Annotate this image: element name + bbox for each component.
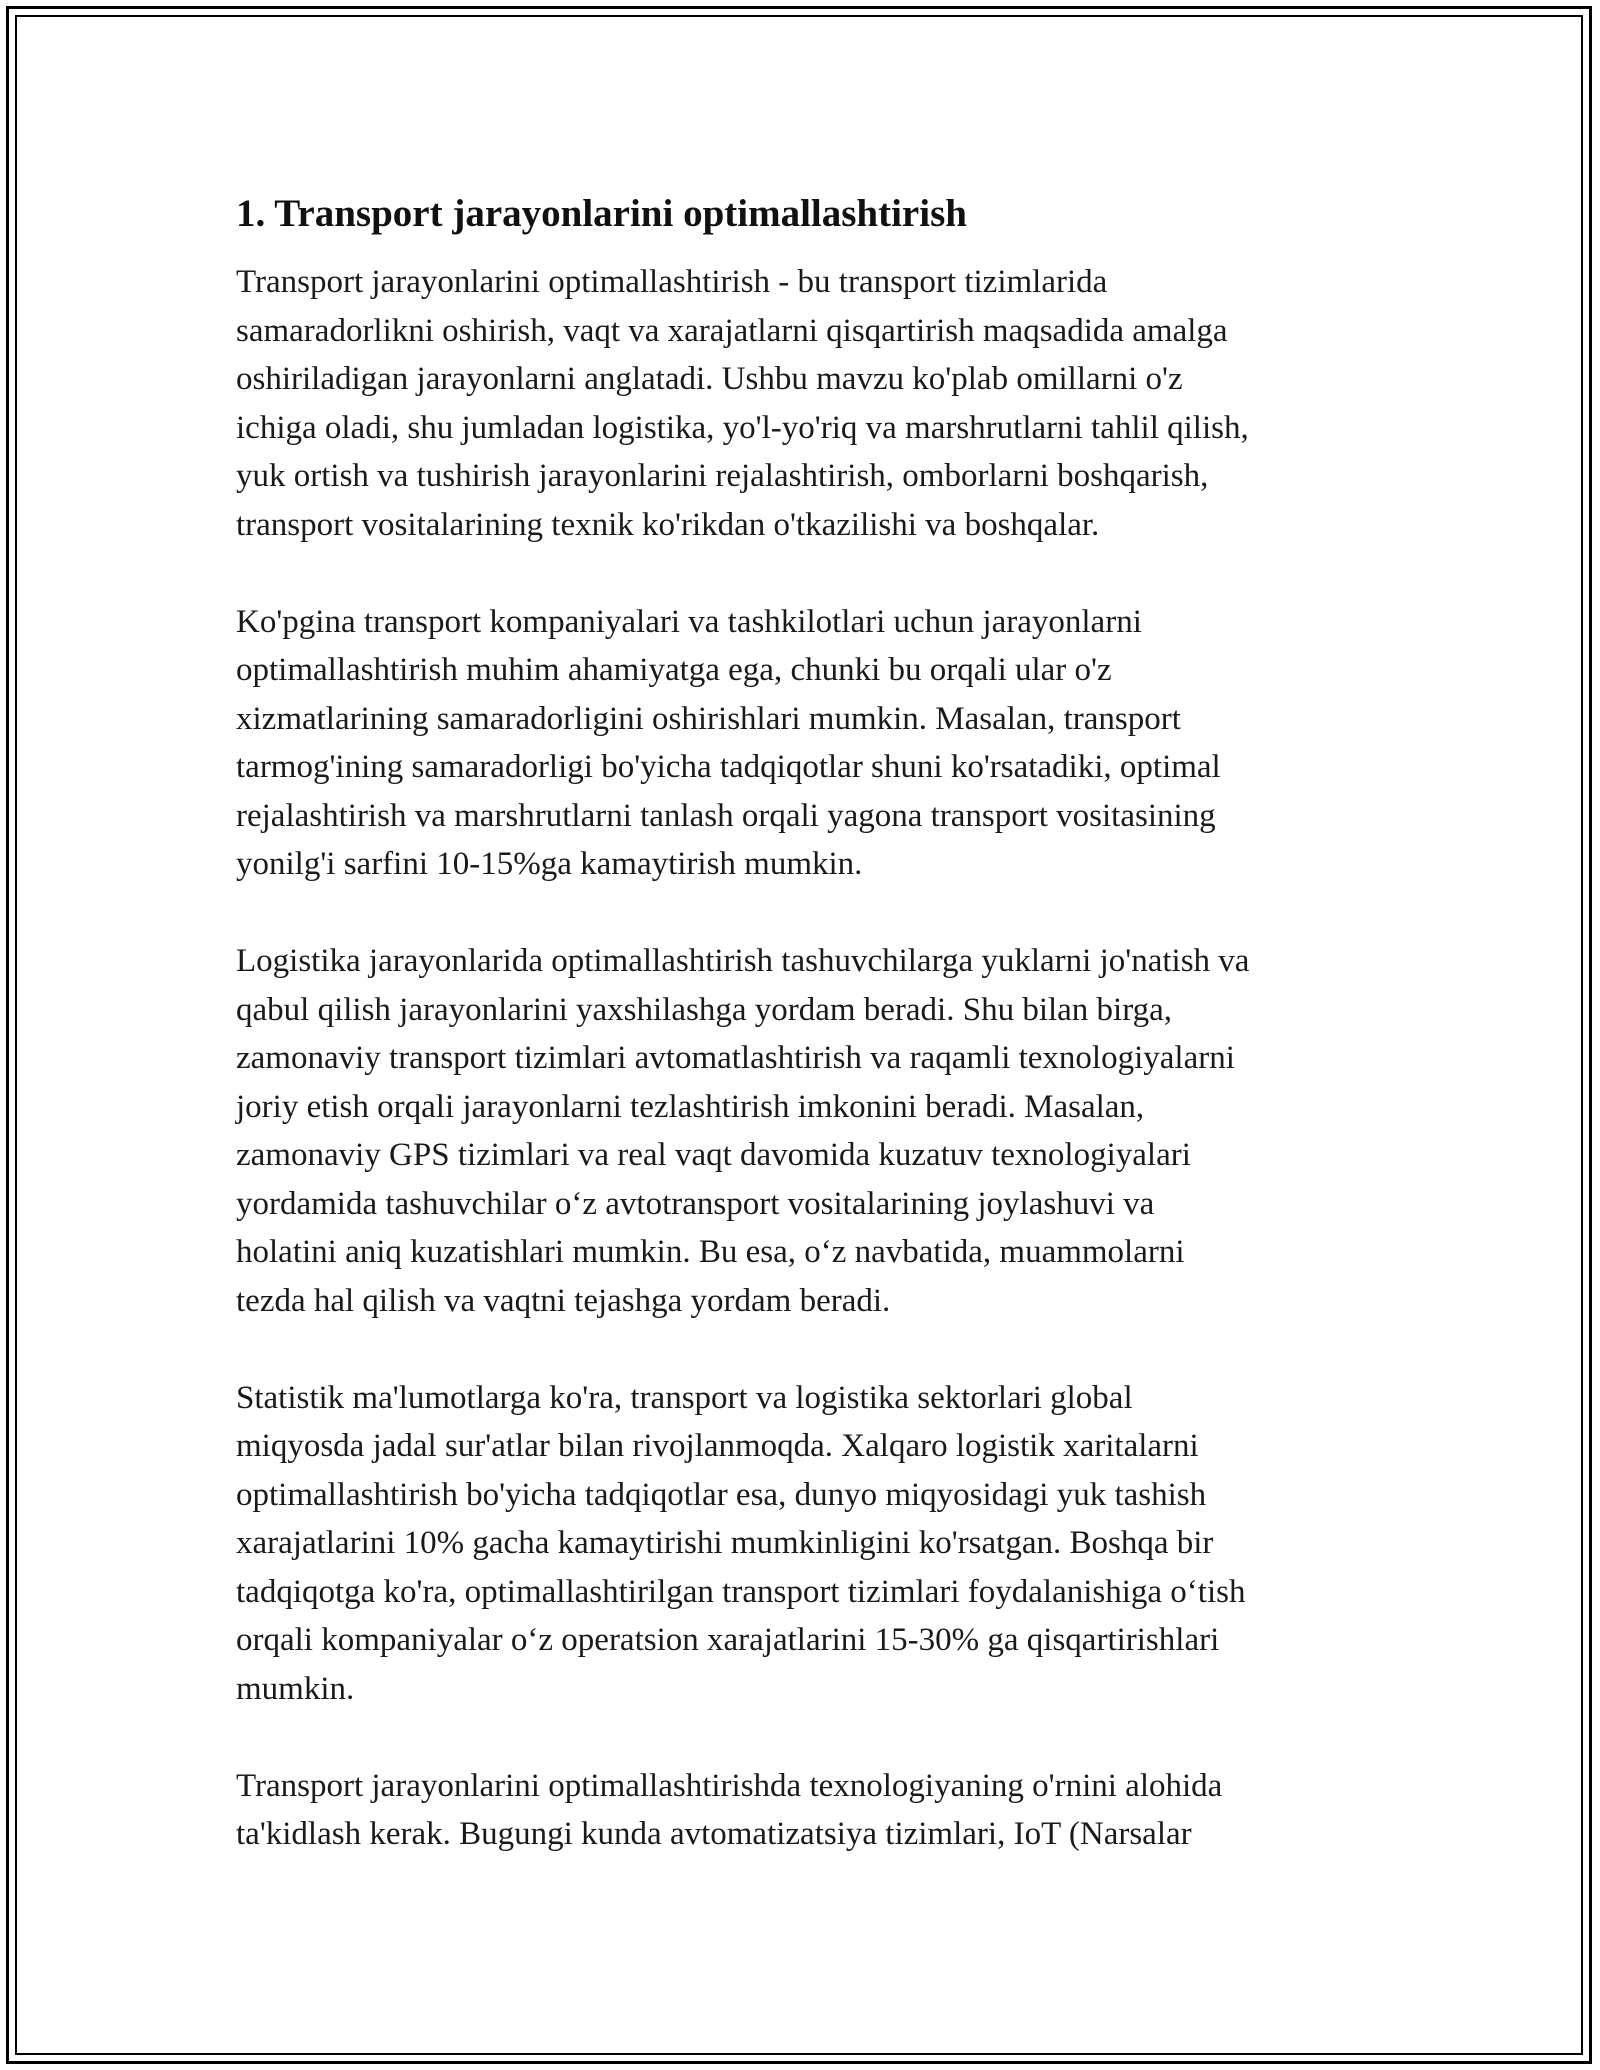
text-line: Logistika jarayonlarida optimallashtirish tashuvchilarga yuklarni jo'natish va <box>236 943 1250 979</box>
text-line: yuk ortish va tushirish jarayonlarini rejalashtirish, omborlarni boshqarish, <box>236 458 1209 494</box>
text-line: holatini aniq kuzatishlari mumkin. Bu esa, o‘z navbatida, muammolarni <box>236 1234 1185 1270</box>
paragraph-5 <box>236 1762 1386 1859</box>
text-line: zamonaviy GPS tizimlari va real vaqt davomida kuzatuv texnologiyalari <box>236 1137 1191 1173</box>
text-line: ichiga oladi, shu jumladan logistika, yo'l-yo'riq va marshrutlarni tahlil qilish, <box>236 409 1249 446</box>
text-line: Transport jarayonlarini optimallashtirish - bu transport tizimlarida <box>236 264 1108 300</box>
paragraph-3 <box>236 937 1386 1325</box>
text-line: tezda hal qilish va vaqtni tejashga yordam beradi. <box>236 1282 891 1319</box>
document-body <box>236 188 1386 1907</box>
text-line: Ko'pgina transport kompaniyalari va tashkilotlari uchun jarayonlarni <box>236 603 1142 640</box>
text-line: ta'kidlash kerak. Bugungi kunda avtomatizatsiya tizimlari, IoT (Narsalar <box>236 1816 1192 1852</box>
text-line: tadqiqotga ko'ra, optimallashtirilgan transport tizimlari foydalanishiga o‘tish <box>236 1573 1246 1610</box>
text-line: Transport jarayonlarini optimallashtirishda texnologiyaning o'rnini alohida <box>236 1767 1223 1804</box>
section-heading: 1. Transport jarayonlarini optimallashtirish <box>236 192 967 235</box>
text-line: xarajatlarini 10% gacha kamaytirishi mumkinligini ko'rsatgan. Boshqa bir <box>236 1525 1214 1561</box>
text-line: xizmatlarining samaradorligini oshirishlari mumkin. Masalan, transport <box>236 700 1181 737</box>
text-line: transport vositalarining texnik ko'rikdan o'tkazilishi va boshqalar. <box>236 506 1100 543</box>
text-line: joriy etish orqali jarayonlarni tezlashtirish imkonini beradi. Masalan, <box>236 1088 1145 1125</box>
text-line: tarmog'ining samaradorligi bo'yicha tadqiqotlar shuni ko'rsatadiki, optimal <box>236 749 1221 785</box>
text-line: rejalashtirish va marshrutlarni tanlash orqali yagona transport vositasining <box>236 797 1216 834</box>
text-line: optimallashtirish bo'yicha tadqiqotlar esa, dunyo miqyosidagi yuk tashish <box>236 1476 1207 1513</box>
text-line: miqyosda jadal sur'atlar bilan rivojlanmoqda. Xalqaro logistik xaritalarni <box>236 1428 1199 1464</box>
text-line: mumkin. <box>236 1670 355 1707</box>
text-line: zamonaviy transport tizimlari avtomatlashtirish va raqamli texnologiyalarni <box>236 1040 1235 1076</box>
paragraph-2 <box>236 598 1386 889</box>
text-line: orqali kompaniyalar o‘z operatsion xarajatlarini 15-30% ga qisqartirishlari <box>236 1622 1220 1658</box>
text-line: Statistik ma'lumotlarga ko'ra, transport va logistika sektorlari global <box>236 1379 1133 1416</box>
text-line: optimallashtirish muhim ahamiyatga ega, chunki bu orqali ular o'z <box>236 652 1112 688</box>
text-line: yordamida tashuvchilar o‘z avtotransport vositalarining joylashuvi va <box>236 1185 1155 1222</box>
text-line: samaradorlikni oshirish, vaqt va xarajatlarni qisqartirish maqsadida amalga <box>236 312 1228 349</box>
text-line: yonilg'i sarfini 10-15%ga kamaytirish mumkin. <box>236 846 863 882</box>
paragraph-4 <box>236 1374 1386 1714</box>
text-line: oshiriladigan jarayonlarni anglatadi. Ushbu mavzu ko'plab omillarni o'z <box>236 361 1183 397</box>
text-line: qabul qilish jarayonlarini yaxshilashga yordam beradi. Shu bilan birga, <box>236 991 1173 1028</box>
paragraph-1 <box>236 258 1386 549</box>
